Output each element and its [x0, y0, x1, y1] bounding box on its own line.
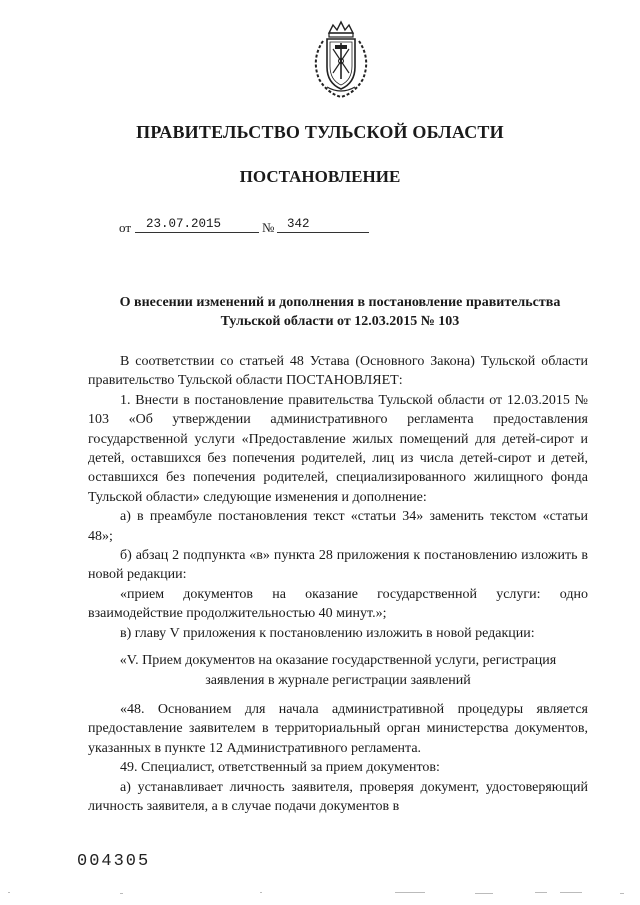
section-heading	[88, 651, 588, 690]
section-heading-line-1: «V. Прием документов на оказание государственной услуги, регистрация	[119, 653, 557, 669]
paragraph-48: «48. Основанием для начала административной процедуры является предоставление заявителем в территориальный орган министерства документов, указанных в пункте 12 Административного регламента.	[88, 701, 588, 756]
paragraph-quote-reception: «прием документов на оказание государственной услуги: одно взаимодействие продолжительностью 40 минут.»;	[88, 586, 588, 622]
paragraph-49-a: а) устанавливает личность заявителя, проверяя документ, удостоверяющий личность заявителя, а в случае подачи документов в	[88, 779, 588, 814]
paragraph-49: 49. Специалист, ответственный за прием документов:	[120, 760, 440, 776]
document-subject	[60, 293, 620, 331]
date-underline	[135, 232, 259, 233]
government-title: ПРАВИТЕЛЬСТВО ТУЛЬСКОЙ ОБЛАСТИ	[136, 122, 504, 142]
paragraph-item-a: а) в преамбуле постановления текст «статьи 34» заменить текстом «статьи 48»;	[88, 509, 588, 544]
tula-coat-of-arms-icon	[305, 19, 377, 99]
paragraph-preamble: В соответствии со статьей 48 Устава (Основного Закона) Тульской области правительство Тульской области ПОСТАНОВЛЯЕТ:	[88, 354, 588, 389]
serial-stamp-number: 004305	[77, 852, 151, 871]
number-underline	[277, 232, 369, 233]
paragraph-item-1: 1. Внести в постановление правительства Тульской области от 12.03.2015 № 103 «Об утверждении административного регламента предоставления государственной услуги «Предоставление жилых помещений для детей-сирот и детей, оставшихся без попечения родителей, лиц из числа детей-сирот и детей, оставшихся без попечения родителей, специализированного жилищного фонда Тульской области» следующие изменения и дополнение:	[88, 392, 588, 505]
number-prefix: №	[262, 220, 275, 235]
subject-line-2: Тульской области от 12.03.2015 № 103	[220, 314, 460, 329]
document-number: 342	[287, 217, 310, 231]
document-date: 23.07.2015	[146, 217, 222, 231]
document-body	[88, 352, 588, 816]
scan-noise-line	[0, 888, 640, 898]
date-prefix: от	[119, 220, 132, 235]
subject-line-1: О внесении изменений и дополнения в постановление правительства	[119, 295, 561, 310]
section-heading-line-2: заявления в журнале регистрации заявлений	[205, 672, 471, 688]
paragraph-item-v: в) главу V приложения к постановлению изложить в новой редакции:	[120, 625, 535, 641]
paragraph-item-b: б) абзац 2 подпункта «в» пункта 28 приложения к постановлению изложить в новой редакции:	[88, 548, 588, 583]
document-type: ПОСТАНОВЛЕНИЕ	[239, 167, 401, 186]
